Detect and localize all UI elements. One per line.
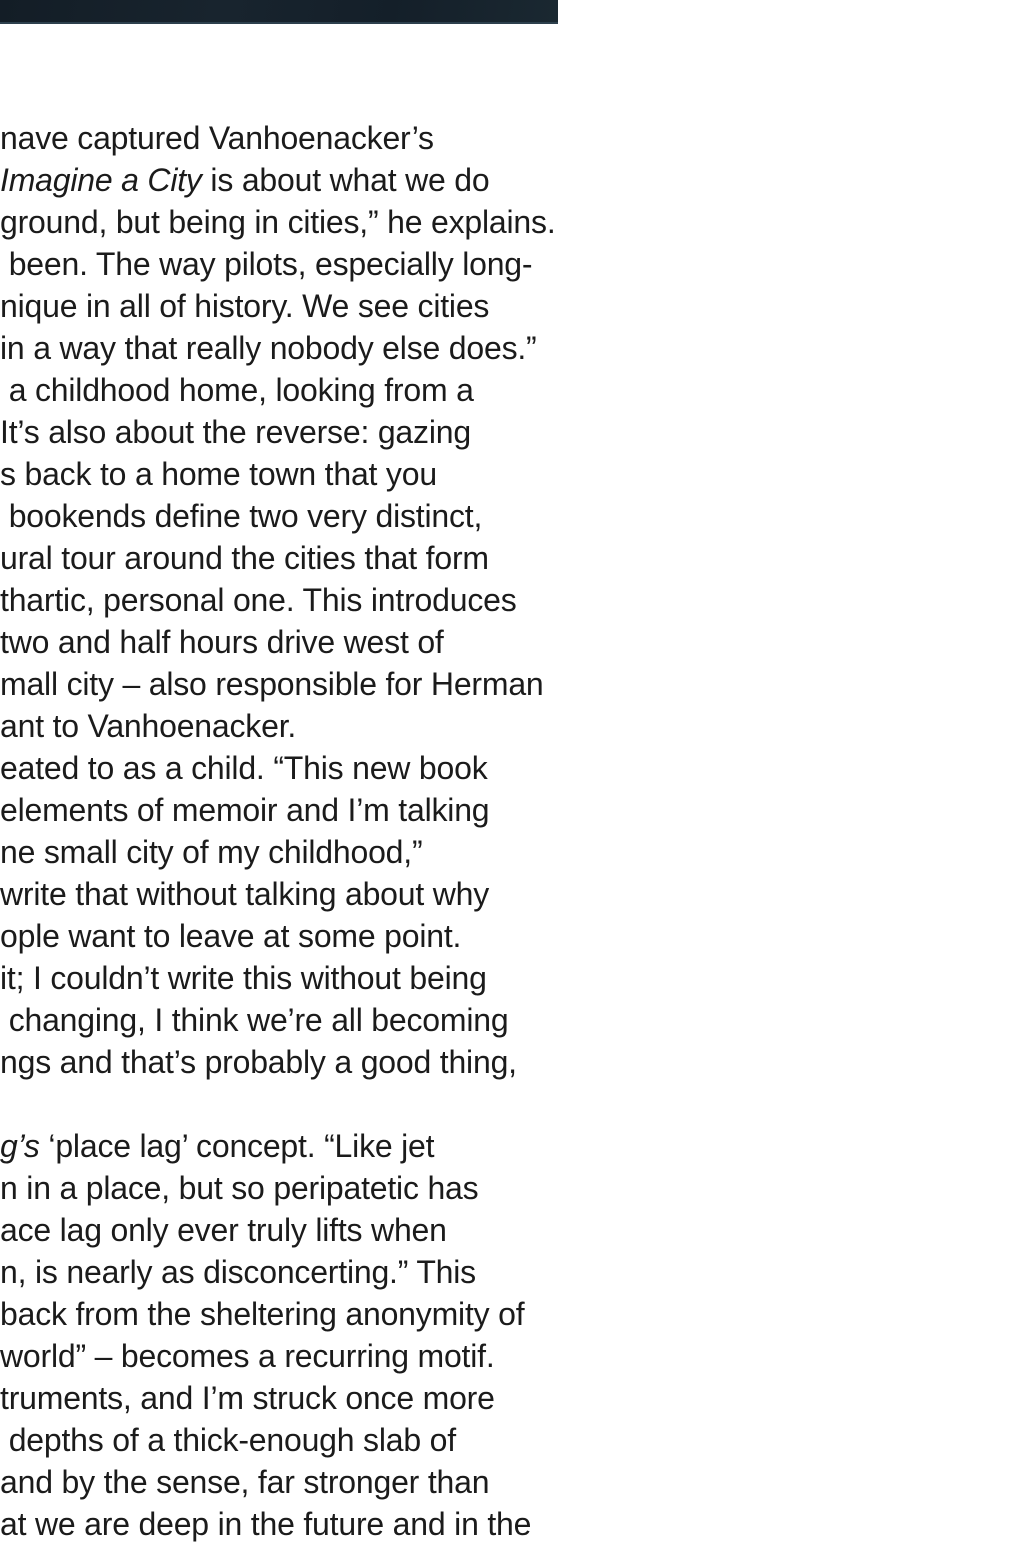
text-segment: nique in all of history. We see cities — [0, 288, 490, 324]
text-line — [0, 579, 600, 621]
text-segment: s back to a home town that you — [0, 456, 437, 492]
text-segment: n in a place, but so peripatetic has — [0, 1170, 479, 1206]
text-segment: thartic, personal one. This introduces — [0, 582, 517, 618]
text-line — [0, 705, 600, 747]
article-text-column — [0, 117, 600, 1545]
text-line — [0, 495, 600, 537]
text-segment: ‘place lag’ concept. “Like jet — [39, 1128, 435, 1164]
text-line — [0, 327, 600, 369]
text-line — [0, 957, 600, 999]
text-line — [0, 1041, 600, 1083]
text-line — [0, 831, 600, 873]
text-line — [0, 1125, 600, 1167]
text-segment: bookends define two very distinct, — [0, 498, 483, 534]
text-line — [0, 1377, 600, 1419]
text-segment: it; I couldn’t write this without being — [0, 960, 487, 996]
text-line — [0, 1293, 600, 1335]
text-line — [0, 117, 600, 159]
text-line — [0, 999, 600, 1041]
text-line — [0, 1209, 600, 1251]
text-segment: nave captured Vanhoenacker’s — [0, 120, 434, 156]
text-line — [0, 1167, 600, 1209]
text-line — [0, 285, 600, 327]
text-segment: ural tour around the cities that form — [0, 540, 489, 576]
text-segment: depths of a thick-enough slab of — [0, 1422, 456, 1458]
text-segment: a childhood home, looking from a — [0, 372, 474, 408]
text-segment: It’s also about the reverse: gazing — [0, 414, 471, 450]
text-line — [0, 1335, 600, 1377]
text-line — [0, 1083, 600, 1125]
text-line — [0, 243, 600, 285]
text-segment: two and half hours drive west of — [0, 624, 444, 660]
text-segment: ground, but being in cities,” he explains. — [0, 204, 556, 240]
text-segment: n, is nearly as disconcerting.” This — [0, 1254, 476, 1290]
text-segment: eated to as a child. “This new book — [0, 750, 488, 786]
text-segment: been. The way pilots, especially long- — [0, 246, 533, 282]
text-segment: truments, and I’m struck once more — [0, 1380, 495, 1416]
text-segment: ace lag only ever truly lifts when — [0, 1212, 447, 1248]
text-line — [0, 747, 600, 789]
text-line — [0, 789, 600, 831]
text-segment: ngs and that’s probably a good thing, — [0, 1044, 517, 1080]
text-line — [0, 1419, 600, 1461]
text-line — [0, 873, 600, 915]
text-segment: in a way that really nobody else does.” — [0, 330, 537, 366]
text-segment: world” – becomes a recurring motif. — [0, 1338, 495, 1374]
text-line — [0, 663, 600, 705]
text-segment: ant to Vanhoenacker. — [0, 708, 297, 744]
text-segment: elements of memoir and I’m talking — [0, 792, 490, 828]
text-line — [0, 621, 600, 663]
text-line — [0, 1503, 600, 1545]
text-segment: is about what we do — [201, 162, 490, 198]
text-segment: mall city – also responsible for Herman — [0, 666, 544, 702]
italic-text-segment: Imagine a City — [0, 162, 202, 198]
text-segment: write that without talking about why — [0, 876, 490, 912]
header-image — [0, 0, 558, 24]
text-line — [0, 453, 600, 495]
text-segment: ne small city of my childhood,” — [0, 834, 423, 870]
text-segment: back from the sheltering anonymity of — [0, 1296, 525, 1332]
text-line — [0, 1461, 600, 1503]
text-segment: at we are deep in the future and in the — [0, 1506, 532, 1542]
text-line — [0, 201, 600, 243]
text-line — [0, 369, 600, 411]
text-segment: ople want to leave at some point. — [0, 918, 462, 954]
text-line — [0, 537, 600, 579]
text-line — [0, 159, 600, 201]
italic-text-segment: g’s — [0, 1128, 40, 1164]
text-line — [0, 411, 600, 453]
text-segment: changing, I think we’re all becoming — [0, 1002, 509, 1038]
text-line — [0, 1251, 600, 1293]
text-line — [0, 915, 600, 957]
text-segment: and by the sense, far stronger than — [0, 1464, 490, 1500]
